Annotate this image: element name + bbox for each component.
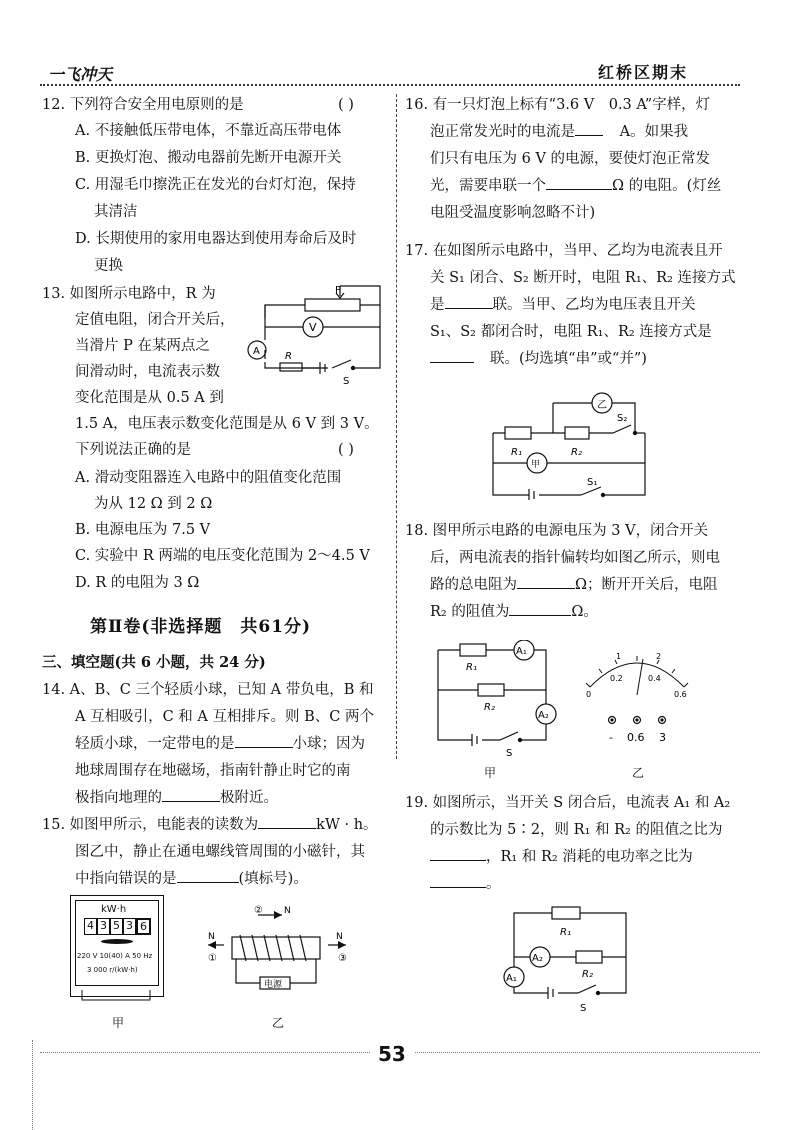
q13-line2: 定值电阻，闭合开关后， bbox=[75, 312, 235, 328]
q17-circuit-diagram bbox=[485, 385, 655, 500]
q18-fig-s: S bbox=[506, 748, 513, 759]
q14-line2: A 互相吸引，C 和 A 互相排斥。则 B、C 两个 bbox=[75, 709, 374, 725]
q17-line4: S₁、S₂ 都闭合时，电阻 R₁、R₂ 连接方式是 bbox=[430, 324, 712, 340]
page-number: 53 bbox=[370, 1042, 414, 1066]
q18-terminal: 0.6 bbox=[627, 731, 645, 744]
q15-line1 bbox=[42, 812, 378, 838]
q17-line5-b: 联。(均选填“串”或“并”) bbox=[490, 351, 647, 367]
q13-line6: 1.5 A，电压表示数变化范围是从 6 V 到 3 V。 bbox=[75, 416, 379, 432]
q18-line3-b: Ω；断开开关后，电阻 bbox=[575, 577, 718, 593]
q18-dial-tick: 0.6 bbox=[674, 690, 687, 699]
q18-blank-1[interactable] bbox=[517, 574, 575, 589]
column-divider bbox=[396, 94, 397, 759]
q18-terminal: - bbox=[609, 731, 613, 744]
q15-line1-a: 15. 如图甲所示，电能表的读数为 bbox=[42, 817, 259, 833]
q18-line2: 后，两电流表的指针偏转均如图乙所示，则电 bbox=[430, 550, 720, 566]
q12-option-c: C. 用湿毛巾擦洗正在发光的台灯灯泡，保持 bbox=[75, 177, 356, 193]
q15-line3 bbox=[75, 866, 308, 892]
q19-fig-a2: A₂ bbox=[532, 953, 543, 964]
q18-dial-tick: 0.2 bbox=[610, 674, 623, 683]
q14-line4: 地球周围存在地磁场，指南针静止时它的南 bbox=[75, 763, 351, 779]
q19-fig-s: S bbox=[580, 1003, 587, 1014]
q18-line1: 18. 图甲所示电路的电源电压为 3 V，闭合开关 bbox=[405, 523, 709, 539]
header-left-logo: 一飞冲天 bbox=[48, 65, 113, 84]
q14-line3 bbox=[75, 731, 365, 757]
q18-terminal: 3 bbox=[659, 731, 666, 744]
q15-meter-unit: kW·h bbox=[101, 904, 127, 915]
q13-line3: 当滑片 P 在某两点之 bbox=[75, 338, 210, 354]
q19-line1: 19. 如图所示，当开关 S 闭合后，电流表 A₁ 和 A₂ bbox=[405, 795, 731, 811]
q15-line1-b: kW · h。 bbox=[316, 817, 378, 833]
q14-line1: 14. A、B、C 三个轻质小球，已知 A 带负电，B 和 bbox=[42, 682, 374, 698]
q16-line3: 们只有电压为 6 V 的电源，要使灯泡正常发 bbox=[430, 151, 711, 167]
q18-fig-a1: A₁ bbox=[516, 646, 527, 657]
q17-fig-s1: S₁ bbox=[587, 477, 598, 488]
q18-line3-a: 路的总电阻为 bbox=[430, 577, 517, 593]
q18-ammeter-dial bbox=[580, 645, 695, 765]
q16-line2-a: 泡正常发光时的电流是 bbox=[430, 124, 575, 140]
header-rule bbox=[40, 84, 740, 86]
q14-line3-b: 小球；因为 bbox=[292, 736, 365, 752]
q13-bracket: ( ) bbox=[338, 442, 354, 458]
q17-line5 bbox=[430, 346, 647, 372]
q15-line3-b: (填标号)。 bbox=[238, 871, 308, 887]
q14-blank-2[interactable] bbox=[162, 787, 220, 802]
q16-line4-a: 光，需要串联一个 bbox=[430, 178, 546, 194]
q13-fig-a: A bbox=[253, 346, 260, 357]
q13-option-b: B. 电源电压为 7.5 V bbox=[75, 522, 211, 538]
q13-line5: 变化范围是从 0.5 A 到 bbox=[75, 390, 224, 406]
q18-fig-r1: R₁ bbox=[466, 662, 477, 673]
q15-meter-disc bbox=[101, 939, 133, 944]
q12-option-b: B. 更换灯泡、搬动电器前先断开电源开关 bbox=[75, 150, 342, 166]
q15-blank-2[interactable] bbox=[177, 868, 239, 883]
q16-line5: 电阻受温度影响忽略不计) bbox=[430, 205, 596, 221]
q18-dial-bigtick: 1 bbox=[616, 652, 622, 661]
q19-line3 bbox=[430, 844, 693, 870]
q16-line4 bbox=[430, 173, 721, 199]
q15-coil-mark-1: ① bbox=[208, 953, 217, 964]
q15-meter-digit: 4 bbox=[84, 918, 97, 935]
q15-meter bbox=[70, 895, 164, 997]
q12-stem: 12. 下列符合安全用电原则的是 bbox=[42, 97, 244, 113]
q13-option-d: D. R 的电阻为 3 Ω bbox=[75, 575, 200, 591]
q15-meter-wires bbox=[70, 990, 162, 1008]
binding-line bbox=[32, 1040, 33, 1130]
q19-line2: 的示数比为 5∶2，则 R₁ 和 R₂ 的阻值之比为 bbox=[430, 822, 723, 838]
q17-fig-yi: 乙 bbox=[597, 400, 607, 411]
q12-option-d-cont: 更换 bbox=[94, 258, 123, 274]
q14-line5-a: 极指向地理的 bbox=[75, 790, 162, 806]
q17-fig-s2: S₂ bbox=[617, 413, 628, 424]
q15-meter-spec1: 220 V 10(40) A 50 Hz bbox=[77, 952, 153, 960]
q13-fig-s: S bbox=[343, 376, 350, 387]
q19-line4-b: 。 bbox=[486, 876, 501, 892]
q18-line3 bbox=[430, 572, 718, 598]
q13-line1: 13. 如图所示电路中，R 为 bbox=[42, 286, 216, 302]
q18-line4-b: Ω。 bbox=[571, 604, 598, 620]
q15-coil-power: 电源 bbox=[264, 980, 283, 990]
q15-label-jia: 甲 bbox=[112, 1016, 125, 1030]
q15-solenoid-diagram bbox=[200, 905, 360, 995]
q19-line4 bbox=[430, 871, 501, 897]
q16-line2 bbox=[430, 119, 688, 145]
q19-blank-2[interactable] bbox=[430, 873, 486, 888]
q13-line7: 下列说法正确的是 bbox=[75, 442, 191, 458]
q15-meter-spec2: 3 000 r/(kW·h) bbox=[87, 966, 138, 974]
q13-option-a-cont: 为从 12 Ω 到 2 Ω bbox=[94, 496, 213, 512]
q17-blank-1[interactable] bbox=[445, 294, 493, 309]
q12-option-a: A. 不接触低压带电体，不靠近高压带电体 bbox=[75, 123, 342, 139]
q13-circuit-diagram bbox=[245, 280, 390, 390]
q19-line3-b: ，R₁ 和 R₂ 消耗的电功率之比为 bbox=[486, 849, 693, 865]
q18-circuit-diagram bbox=[430, 640, 565, 765]
q18-blank-2[interactable] bbox=[509, 601, 571, 616]
q18-dial-bigtick: 2 bbox=[656, 652, 662, 661]
q16-blank-1[interactable] bbox=[575, 121, 603, 136]
q17-blank-2[interactable] bbox=[430, 348, 474, 363]
q16-line1: 16. 有一只灯泡上标有“3.6 V 0.3 A”字样，灯 bbox=[405, 97, 711, 113]
q15-line2: 图乙中，静止在通电螺线管周围的小磁针，其 bbox=[75, 844, 365, 860]
q19-fig-r2: R₂ bbox=[582, 969, 593, 980]
q17-fig-r2: R₂ bbox=[571, 447, 582, 458]
q19-fig-r1: R₁ bbox=[560, 927, 571, 938]
q15-coil-mark-3: ③ bbox=[338, 953, 347, 964]
q17-fig-jia: 甲 bbox=[531, 460, 541, 470]
q17-fig-r1: R₁ bbox=[511, 447, 522, 458]
q17-line3-b: 联。当甲、乙均为电压表且开关 bbox=[492, 297, 696, 313]
q15-meter-digit: 3 bbox=[97, 918, 110, 935]
q15-meter-digit: 5 bbox=[110, 918, 123, 935]
q17-line1: 17. 在如图所示电路中，当甲、乙均为电流表且开 bbox=[405, 243, 723, 259]
q15-coil-n2-label: N bbox=[208, 932, 215, 942]
q18-line4 bbox=[430, 599, 598, 625]
q15-meter-digit: 6 bbox=[136, 918, 151, 935]
q15-meter-digits bbox=[84, 918, 151, 935]
q14-line3-a: 轻质小球，一定带电的是 bbox=[75, 736, 235, 752]
q16-line2-b: A。如果我 bbox=[619, 124, 689, 140]
q19-blank-1[interactable] bbox=[430, 846, 486, 861]
q13-fig-v: V bbox=[309, 321, 317, 334]
q15-label-yi: 乙 bbox=[272, 1016, 285, 1030]
q12-bracket: ( ) bbox=[338, 97, 354, 113]
q15-meter-digit: 3 bbox=[123, 918, 136, 935]
q15-coil-n3-label: N bbox=[336, 932, 343, 942]
q17-line2: 关 S₁ 闭合、S₂ 断开时，电阻 R₁、R₂ 连接方式 bbox=[430, 270, 736, 286]
q15-blank-1[interactable] bbox=[258, 814, 316, 829]
q18-label-jia: 甲 bbox=[484, 766, 497, 780]
q19-circuit-diagram bbox=[500, 905, 640, 1015]
q14-line5-b: 极附近。 bbox=[220, 790, 278, 806]
q18-label-yi: 乙 bbox=[632, 766, 645, 780]
q18-fig-a2: A₂ bbox=[538, 710, 549, 721]
q19-fig-a1: A₁ bbox=[506, 973, 517, 984]
q13-option-c: C. 实验中 R 两端的电压变化范围为 2～4.5 V bbox=[75, 548, 370, 564]
q14-line5 bbox=[75, 785, 278, 811]
header-right-title: 红桥区期末 bbox=[598, 63, 689, 82]
q13-fig-r: R bbox=[285, 351, 292, 362]
q15-line3-a: 中指向错误的是 bbox=[75, 871, 177, 887]
q18-dial-tick: 0 bbox=[586, 690, 592, 699]
q13-line4: 间滑动时，电流表示数 bbox=[75, 364, 220, 380]
q18-line4-a: R₂ 的阻值为 bbox=[430, 604, 510, 620]
q15-coil-n1-label: N bbox=[284, 906, 291, 916]
part2-title: 第Ⅱ卷(非选择题 共61分) bbox=[90, 617, 312, 637]
q13-fig-p: P bbox=[335, 285, 342, 296]
q12-option-d: D. 长期使用的家用电器达到使用寿命后及时 bbox=[75, 231, 357, 247]
q18-dial-tick: 0.4 bbox=[648, 674, 661, 683]
q17-line3-a: 是 bbox=[430, 297, 445, 313]
q12-option-c-cont: 其清洁 bbox=[94, 204, 138, 220]
q13-option-a: A. 滑动变阻器连入电路中的阻值变化范围 bbox=[75, 470, 342, 486]
q18-fig-r2: R₂ bbox=[484, 702, 495, 713]
section3-title: 三、填空题(共 6 小题，共 24 分) bbox=[42, 654, 266, 671]
q14-blank-1[interactable] bbox=[235, 733, 293, 748]
q15-coil-mark-2: ② bbox=[254, 905, 263, 916]
q16-line4-b: Ω 的电阻。(灯丝 bbox=[612, 178, 722, 194]
q16-blank-2[interactable] bbox=[546, 175, 612, 190]
q17-line3 bbox=[430, 292, 696, 318]
